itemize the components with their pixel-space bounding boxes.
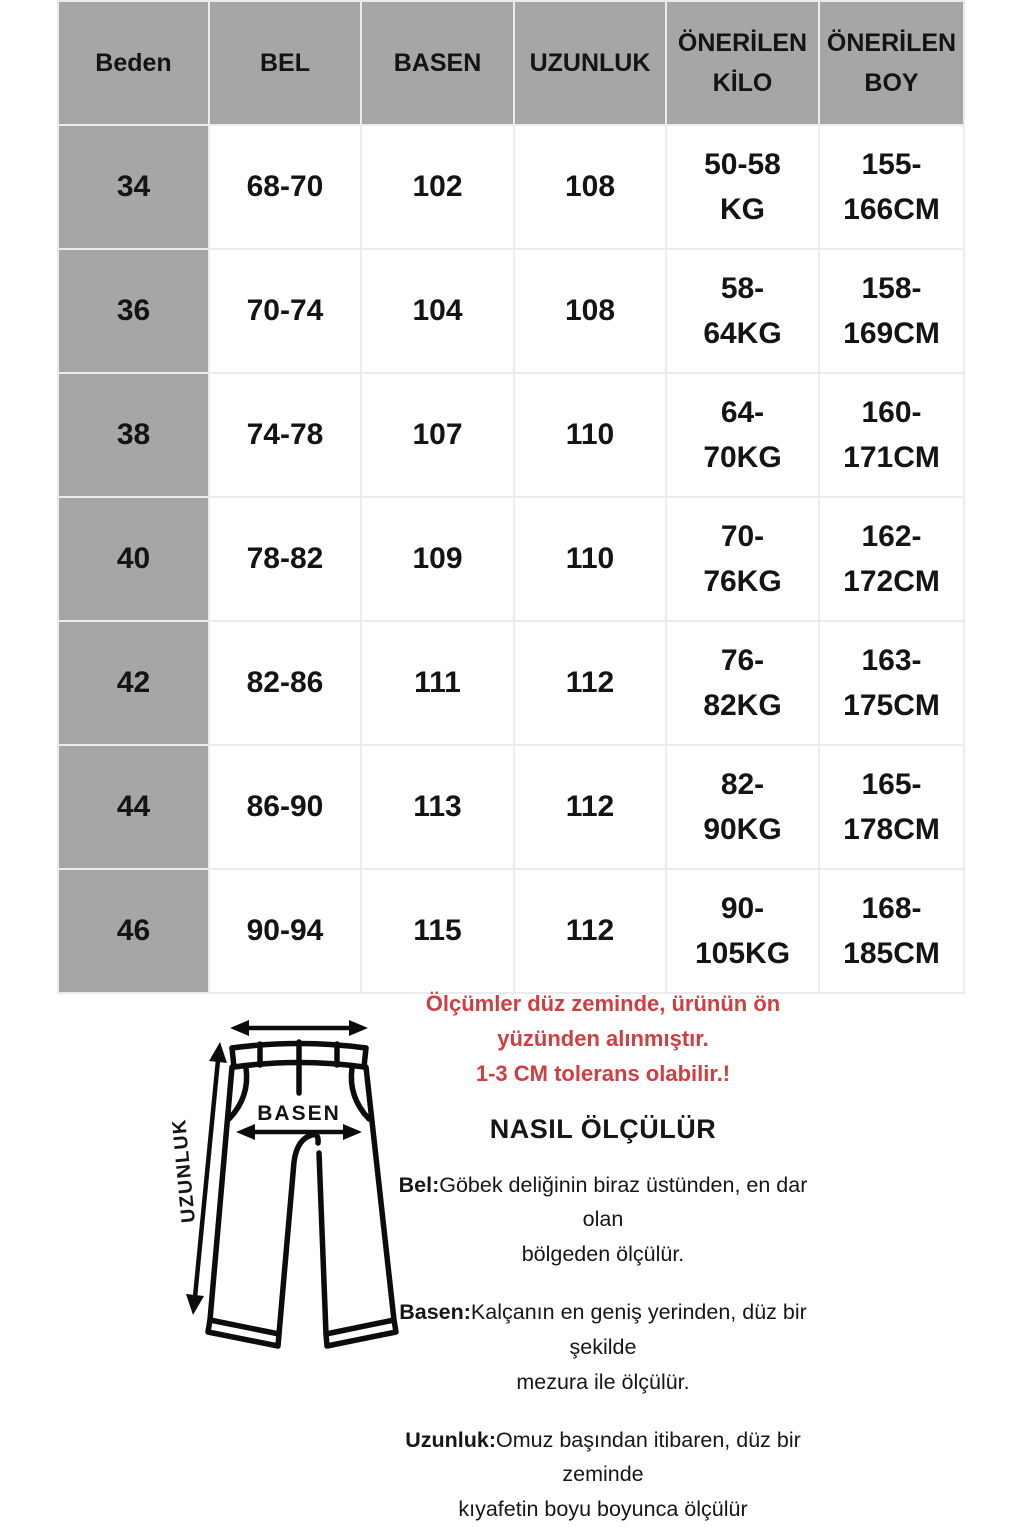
cell-line: 50-58 [704,148,781,181]
cell-beden: 38 [58,373,209,497]
cell-line: 90- [720,892,765,925]
table-row [58,745,964,869]
uzunluk-label: UZUNLUK [168,1117,200,1224]
cell-line: KG [720,193,765,226]
measure-label: Uzunluk: [405,1427,497,1452]
cell-line: 171CM [843,441,940,474]
basen-label: BASEN [257,1102,341,1125]
col-header-beden [58,1,209,125]
cell-line: 90KG [703,813,782,846]
table-row [58,869,964,993]
table-row [58,249,964,373]
how-to-measure-title: NASIL ÖLÇÜLÜR [489,1113,717,1144]
cell-boy [819,249,964,373]
header-row [58,1,964,125]
measure-item-uzunluk [383,1423,823,1527]
table-row [58,621,964,745]
cell-line: 64- [720,396,765,429]
cell-uzunluk: 112 [514,745,666,869]
cell-beden: 36 [58,249,209,373]
cell-kilo [666,621,819,745]
cell-line: 76- [720,644,765,677]
measure-item-basen [383,1295,823,1399]
cell-boy [819,373,964,497]
size-table-grid [57,0,965,994]
cell-line: 168- [861,892,922,925]
cell-beden: 42 [58,621,209,745]
cell-beden: 46 [58,869,209,993]
cell-bel: 82-86 [209,621,361,745]
cell-uzunluk: 110 [514,497,666,621]
measure-text: kıyafetin boyu boyunca ölçülür [458,1497,748,1522]
cell-boy [819,125,964,249]
cell-bel: 86-90 [209,745,361,869]
cell-line: 185CM [843,937,940,970]
cell-line: 162- [861,520,922,553]
cell-bel: 70-74 [209,249,361,373]
pants-measurement-diagram [166,1012,400,1360]
cell-beden: 44 [58,745,209,869]
cell-uzunluk: 108 [514,125,666,249]
warning-line-2: 1-3 CM tolerans olabilir.! [475,1061,731,1087]
table-row [58,125,964,249]
header-label: ÖNERİLEN [677,29,808,57]
cell-uzunluk: 110 [514,373,666,497]
measure-label: Basen: [399,1300,471,1325]
cell-basen: 109 [361,497,514,621]
cell-basen: 102 [361,125,514,249]
cell-uzunluk: 112 [514,621,666,745]
cell-bel: 78-82 [209,497,361,621]
cell-basen: 115 [361,869,514,993]
measure-text: Göbek deliğinin biraz üstünden, en dar olan [439,1172,808,1232]
header-label: BOY [864,69,919,97]
table-row [58,497,964,621]
table-row [58,373,964,497]
cell-line: 70- [720,520,765,553]
cell-line: 178CM [843,813,940,846]
header-label: KİLO [712,69,773,97]
cell-line: 76KG [703,565,782,598]
cell-bel: 68-70 [209,125,361,249]
cell-bel: 90-94 [209,869,361,993]
cell-uzunluk: 112 [514,869,666,993]
cell-basen: 104 [361,249,514,373]
cell-line: 169CM [843,317,940,350]
cell-kilo [666,869,819,993]
measure-text: bölgeden ölçülür. [521,1242,685,1267]
header-label: Beden [95,49,172,77]
col-header-uzunluk [514,1,666,125]
cell-uzunluk: 108 [514,249,666,373]
header-label: ÖNERİLEN [826,29,957,57]
cell-line: 163- [861,644,922,677]
size-table [57,0,965,994]
cell-kilo [666,497,819,621]
cell-line: 175CM [843,689,940,722]
cell-line: 165- [861,768,922,801]
cell-line: 160- [861,396,922,429]
measure-label: Bel: [398,1172,440,1197]
cell-line: 172CM [843,565,940,598]
col-header-onerilen-boy [819,1,964,125]
header-label: UZUNLUK [529,49,651,77]
col-header-bel [209,1,361,125]
warning-line-1: Ölçümler düz zeminde, ürünün ön yüzünden alınmıştır. [425,991,781,1052]
cell-line: 58- [720,272,765,305]
col-header-onerilen-kilo [666,1,819,125]
cell-line: 82- [720,768,765,801]
cell-boy [819,869,964,993]
cell-boy [819,497,964,621]
measure-text: mezura ile ölçülür. [516,1369,690,1394]
cell-line: 64KG [703,317,782,350]
header-label: BEL [260,49,310,77]
waist-width-arrow [230,1020,368,1036]
cell-kilo [666,373,819,497]
measurement-warning [383,986,823,1092]
col-header-basen [361,1,514,125]
cell-boy [819,621,964,745]
measurement-info [383,986,823,1527]
cell-line: 105KG [694,937,791,970]
cell-kilo [666,249,819,373]
cell-beden: 40 [58,497,209,621]
pants-outline [208,1042,396,1346]
cell-boy [819,745,964,869]
cell-basen: 107 [361,373,514,497]
measure-item-bel [383,1168,823,1272]
cell-basen: 113 [361,745,514,869]
measure-text: Kalçanın en geniş yerinden, düz bir şekilde [470,1300,807,1359]
measure-text: Omuz başından itibaren, düz bir zeminde [496,1427,801,1487]
cell-line: 166CM [843,193,940,226]
cell-bel: 74-78 [209,373,361,497]
cell-beden: 34 [58,125,209,249]
cell-line: 155- [861,148,922,181]
cell-line: 70KG [703,441,782,474]
cell-line: 82KG [703,689,782,722]
cell-line: 158- [861,272,922,305]
cell-kilo [666,125,819,249]
header-label: BASEN [393,49,482,77]
cell-kilo [666,745,819,869]
hip-width-arrow [236,1124,362,1140]
cell-basen: 111 [361,621,514,745]
